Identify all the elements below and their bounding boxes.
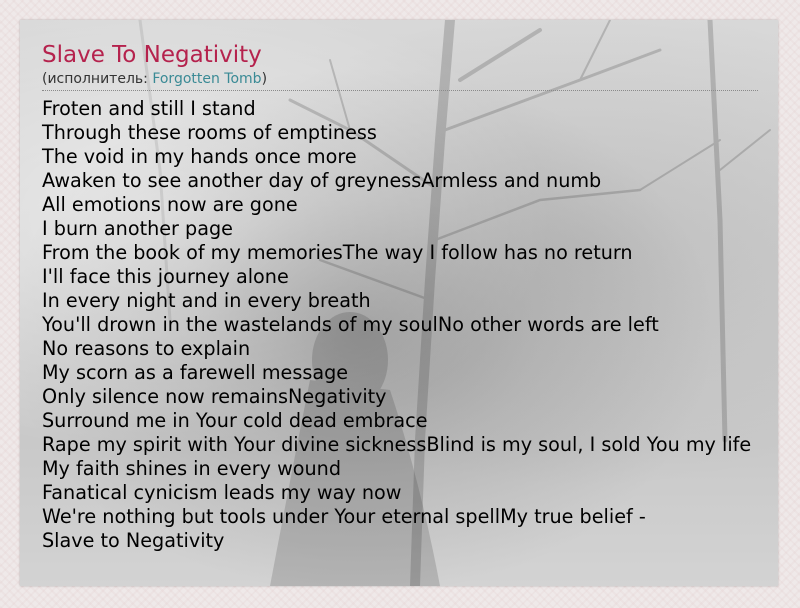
lyric-line: I'll face this journey alone: [42, 265, 289, 288]
lyric-line: Rape my spirit with Your divine sicknessBlind is my soul, I sold You my life: [42, 433, 752, 456]
lyric-line: From the book of my memoriesThe way I follow has no return: [42, 241, 633, 264]
artist-line: [42, 70, 778, 88]
lyric-line: The void in my hands once more: [42, 145, 357, 168]
lyric-line: Fanatical cynicism leads my way now: [42, 481, 402, 504]
lyric-line: We're nothing but tools under Your eternal spellMy true belief -: [42, 505, 646, 528]
lyric-line: I burn another page: [42, 217, 233, 240]
lyric-line: Froten and still I stand: [42, 97, 256, 120]
lyrics-panel: [20, 20, 778, 586]
lyric-line: My faith shines in every wound: [42, 457, 342, 480]
title-divider: [42, 90, 758, 91]
lyric-line: You'll drown in the wastelands of my soulNo other words are left: [42, 313, 659, 336]
lyric-line: No reasons to explain: [42, 337, 251, 360]
lyric-line: Through these rooms of emptiness: [42, 121, 377, 144]
lyric-line: Only silence now remainsNegativity: [42, 385, 387, 408]
lyric-line: Slave to Negativity: [42, 529, 225, 552]
lyrics-list: [42, 97, 778, 553]
artist-prefix: (исполнитель:: [42, 71, 153, 87]
lyric-line: Awaken to see another day of greynessArmless and numb: [42, 169, 602, 192]
lyric-line: In every night and in every breath: [42, 289, 371, 312]
lyrics-content: [42, 40, 778, 553]
lyric-line: My scorn as a farewell message: [42, 361, 349, 384]
song-title: Slave To Negativity: [42, 42, 262, 68]
lyric-line: All emotions now are gone: [42, 193, 298, 216]
artist-suffix: ): [261, 71, 268, 87]
lyric-line: Surround me in Your cold dead embrace: [42, 409, 428, 432]
artist-link[interactable]: Forgotten Tomb: [152, 71, 262, 87]
